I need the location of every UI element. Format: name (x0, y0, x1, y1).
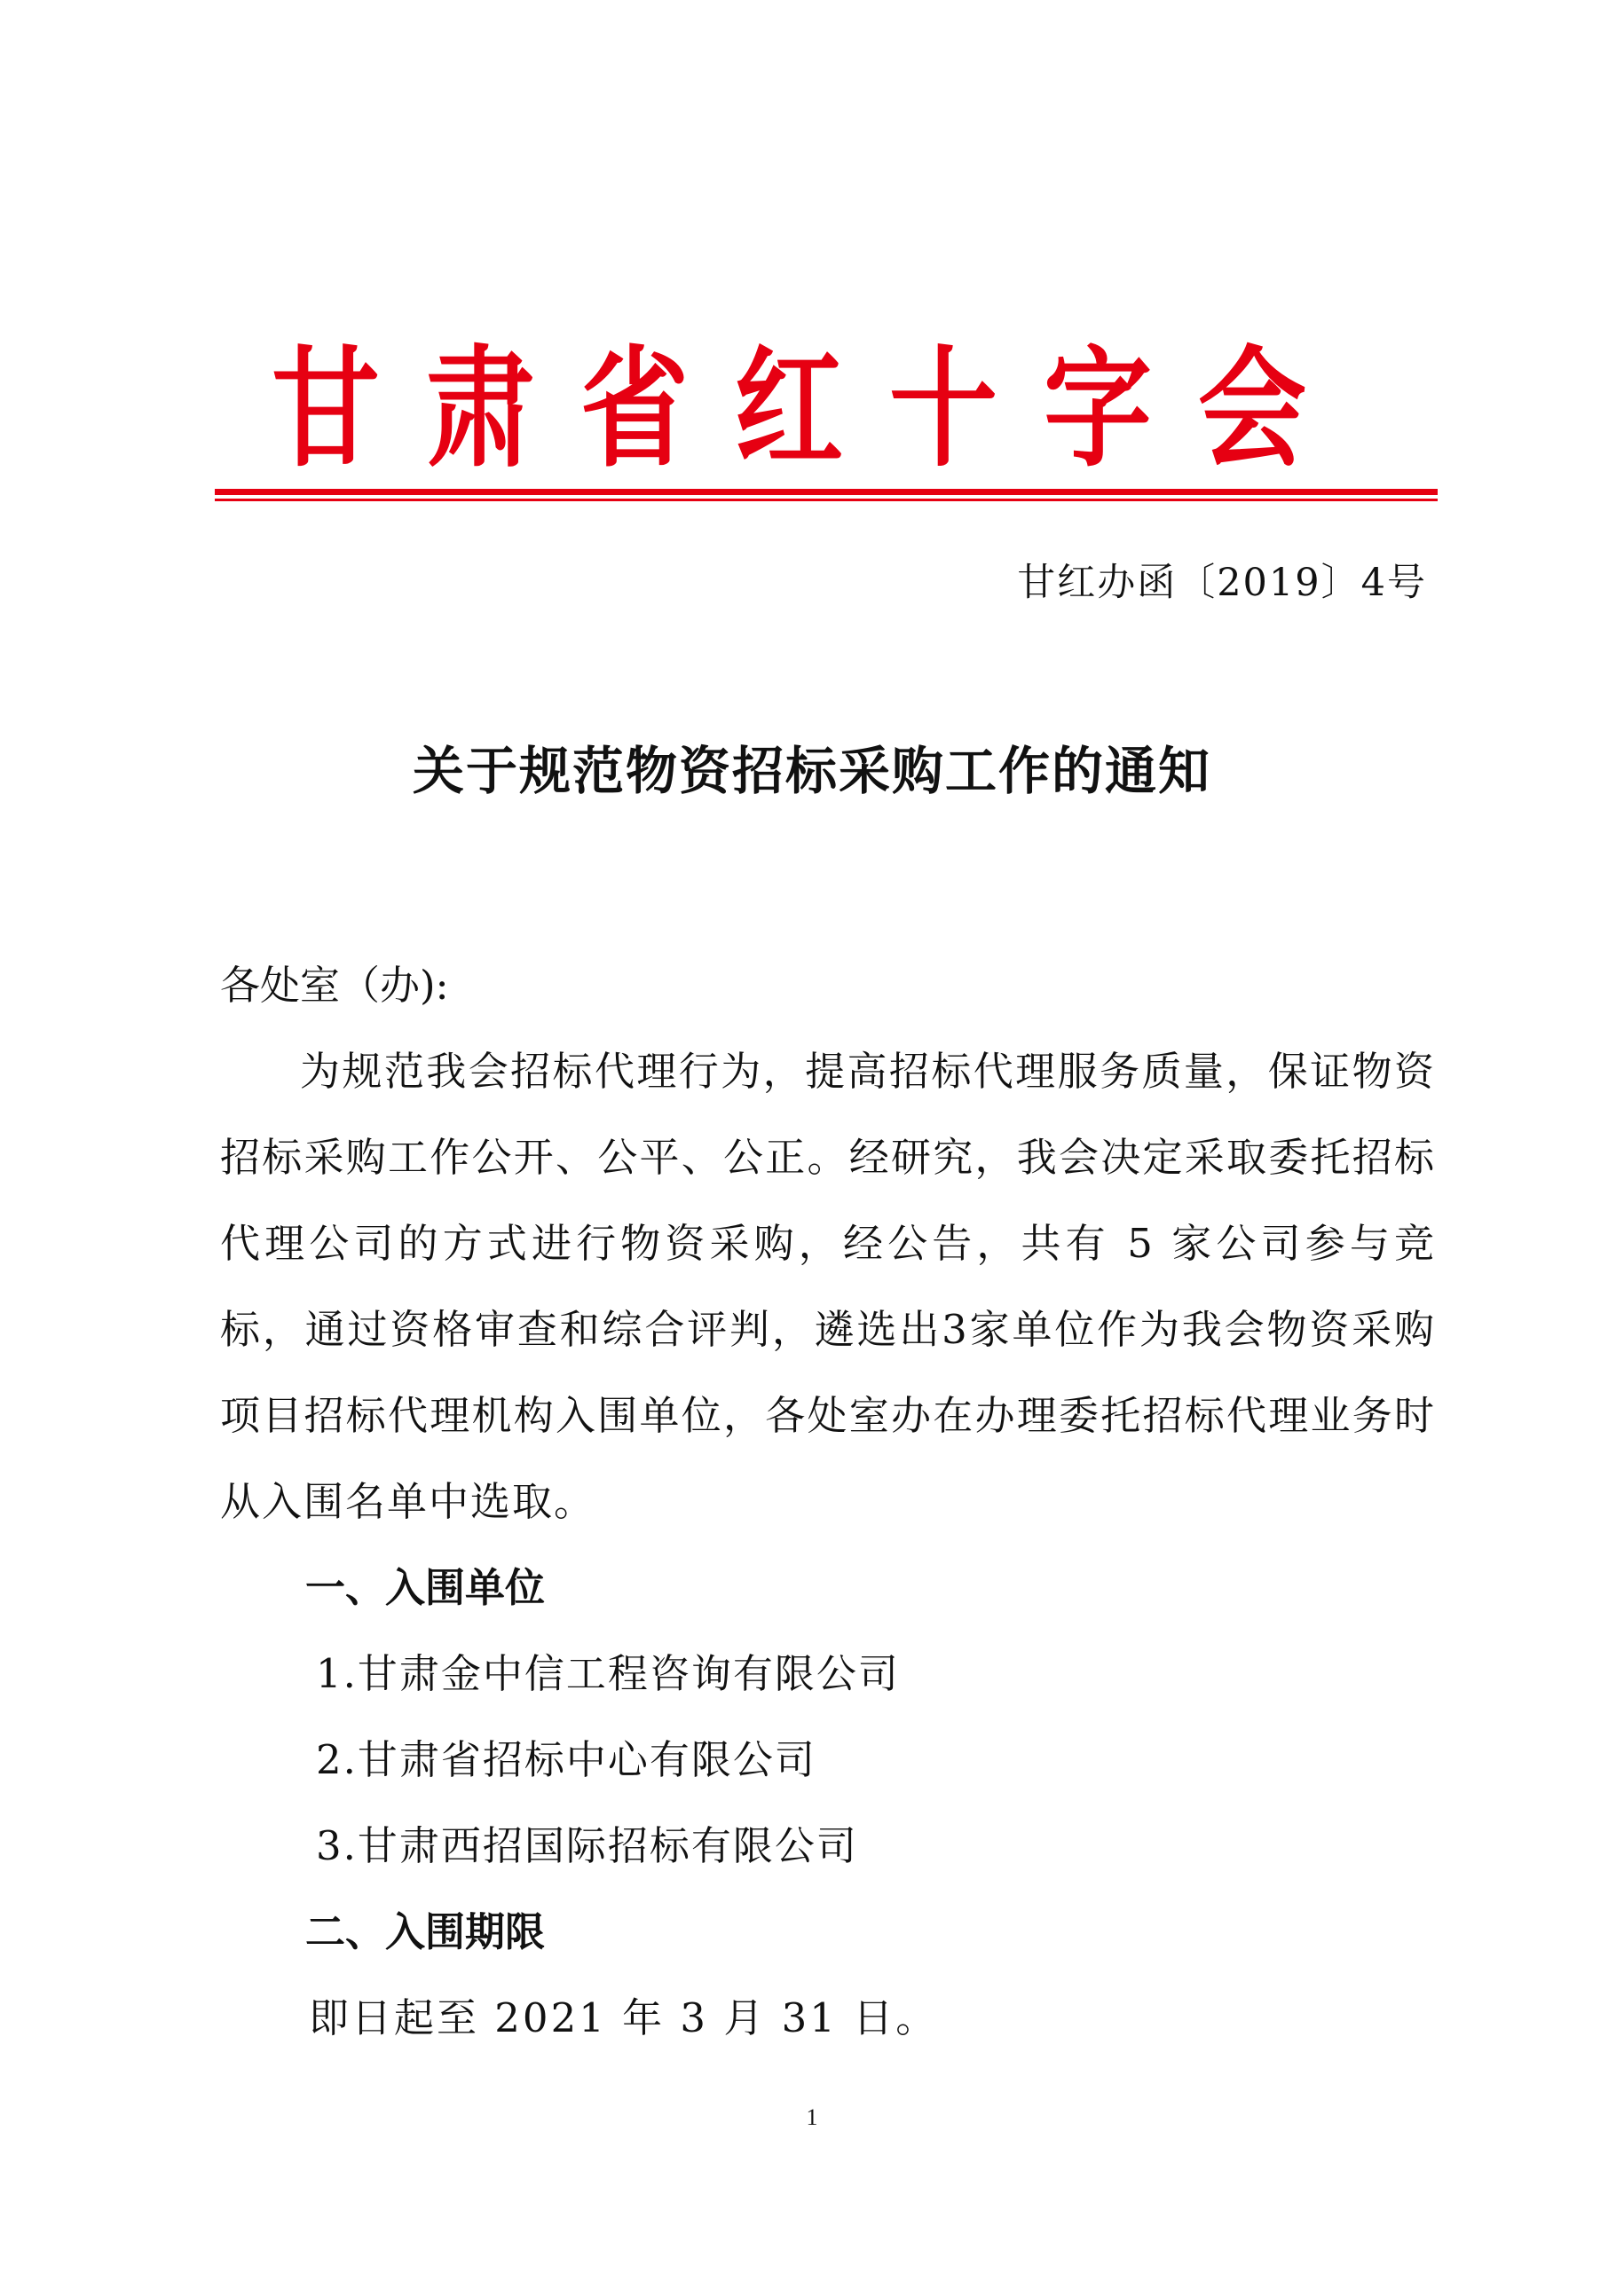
organization-header: 甘肃省红十字会 (272, 331, 1352, 485)
header-divider-thick (215, 489, 1438, 495)
salutation: 各处室（办): (220, 962, 449, 1009)
page-number: 1 (806, 2104, 818, 2130)
section-heading-shortlisted-units: 一、入围单位 (305, 1564, 546, 1611)
document-body (220, 942, 1436, 2061)
document-number: 甘红办函〔2019〕4号 (1017, 561, 1427, 605)
shortlist-period-text: 即日起至 2021 年 3 月 31 日。 (309, 1994, 939, 2041)
section-heading-shortlist-period: 二、入围期限 (305, 1908, 546, 1955)
intro-paragraph: 为规范我会招标代理行为，提高招标代理服务质量，保证物资招标采购工作公开、公平、公正。经研究，我会决定采取委托招标代理公司的方式进行物资采购，经公告，共有 5 家公司参与竞标，通过资格审查和综合评判，遴选出3家单位作为我会物资采购项目招标代理机构入围单位，各处室办在办理委托招标代理业务时从入围名单中选取。 (220, 1048, 1436, 1525)
document-title: 关于规范物资招标采购工作的通知 (412, 741, 1211, 801)
list-item: 3.甘肃西招国际招标有限公司 (316, 1822, 858, 1869)
header-divider-thin (215, 499, 1438, 501)
list-item: 2.甘肃省招标中心有限公司 (316, 1736, 816, 1783)
list-item: 1.甘肃金中信工程咨询有限公司 (316, 1650, 900, 1697)
